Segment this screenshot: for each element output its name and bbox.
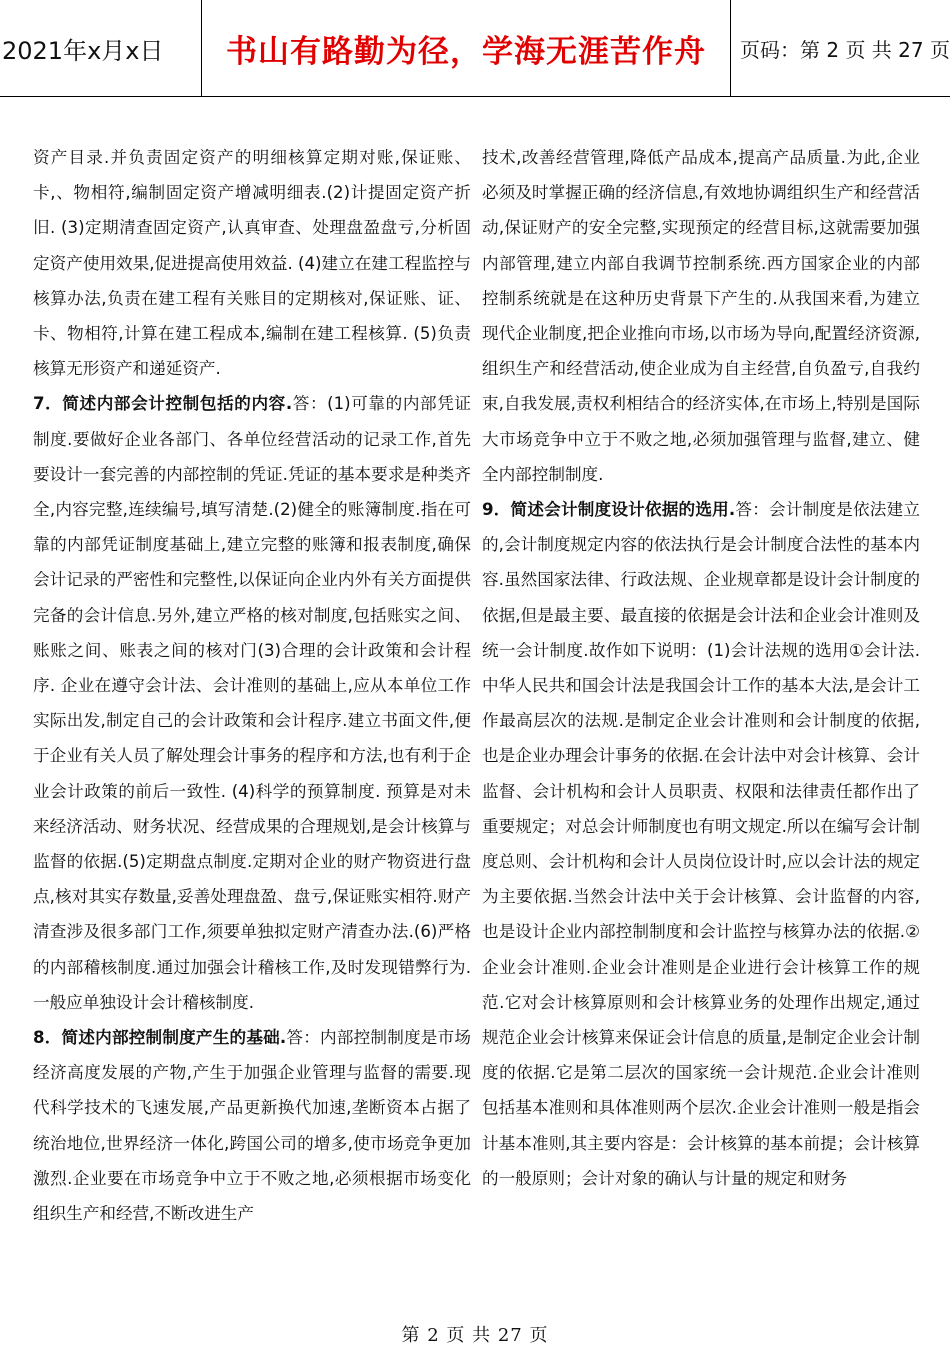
question-9	[482, 492, 920, 1196]
question-7-title: 7．简述内部会计控制包括的内容.	[33, 394, 293, 414]
paragraph-continuation: 技术,改善经营管理,降低产品成本,提高产品质量.为此,企业必须及时掌握正确的经济信息,有效地协调组织生产和经营活动,保证财产的安全完整,实现预定的经营目标,这就需要加强内部管理,建立内部自我调节控制系统.西方国家企业的内部控制系统就是在这种历史背景下产生的.从我国来看,为建立现代企业制度,把企业推向市场,以市场为导向,配置经济资源,组织生产和经营活动,使企业成为自主经营,自负盈亏,自我约束,自我发展,责权利相结合的经济实体,在市场上,特别是国际大市场竞争中立于不败之地,必须加强管理与监督,建立、健全内部控制制度.	[482, 148, 920, 484]
header-motto: 书山有路勤为径，学海无涯苦作舟	[201, 0, 731, 96]
header-page-info: 页码：第 2 页 共 27 页	[740, 37, 950, 62]
question-9-title: 9．简述会计制度设计依据的选用.	[482, 500, 736, 520]
header-date: 2021年x月x日	[2, 36, 164, 65]
page-header	[0, 0, 950, 97]
question-8-title: 8．简述内部控制制度产生的基础.	[33, 1028, 287, 1048]
paragraph-assets: 资产目录.并负责固定资产的明细核算定期对账,保证账、卡,、物相符,编制固定资产增减明细表.(2)计提固定资产折旧. (3)定期清查固定资产,认真审查、处理盘盈盘亏,分析固定资产使用效果,促进提高使用效益. (4)建立在建工程监控与核算办法,负责在建工程有关账目的定期核对,保证账、证、卡、物相符,计算在建工程成本,编制在建工程核算. (5)负责核算无形资产和递延资产.	[33, 148, 471, 379]
question-8	[33, 1020, 471, 1231]
left-column	[33, 140, 471, 1231]
page-footer: 第 2 页 共 27 页	[401, 1325, 549, 1346]
question-9-answer: 答：会计制度是依法建立的,会计制度规定内容的依法执行是会计制度合法性的基本内容.虽然国家法律、行政法规、企业规章都是设计会计制度的依据,但是最主要、最直接的依据是会计法和企业会计准则及统一会计制度.故作如下说明：(1)会计法规的选用①会计法.中华人民共和国会计法是我国会计工作的基本大法,是会计工作最高层次的法规.是制定企业会计准则和会计制度的依据,也是企业办理会计事务的依据.在会计法中对会计核算、会计监督、会计机构和会计人员职责、权限和法律责任都作出了重要规定；对总会计师制度也有明文规定.所以在编写会计制度总则、会计机构和会计人员岗位设计时,应以会计法的规定为主要依据.当然会计法中关于会计核算、会计监督的内容,也是设计企业内部控制制度和会计监控与核算办法的依据.② 企业会计准则.企业会计准则是企业进行会计核算工作的规范.它对会计核算原则和会计核算业务的处理作出规定,通过规范企业会计核算来保证会计信息的质量,是制定企业会计制度的依据.它是第二层次的国家统一会计规范.企业会计准则包括基本准则和具体准则两个层次.企业会计准则一般是指会计基本准则,其主要内容是：会计核算的基本前提；会计核算的一般原则；会计对象的确认与计量的规定和财务	[482, 500, 920, 1188]
question-7-answer: 答：(1)可靠的内部凭证制度.要做好企业各部门、各单位经营活动的记录工作,首先要设计一套完善的内部控制的凭证.凭证的基本要求是种类齐全,内容完整,连续编号,填写清楚.(2)健全的账簿制度.指在可靠的内部凭证制度基础上,建立完整的账簿和报表制度,确保会计记录的严密性和完整性,以保证向企业内外有关方面提供完备的会计信息.另外,建立严格的核对制度,包括账实之间、账账之间、账表之间的核对门(3)合理的会计政策和会计程序. 企业在遵守会计法、会计准则的基础上,应从本单位工作实际出发,制定自己的会计政策和会计程序.建立书面文件,便于企业有关人员了解处理会计事务的程序和方法,也有利于企业会计政策的前后一致性. (4)科学的预算制度. 预算是对未来经济活动、财务状况、经营成果的合理规划,是会计核算与监督的依据.(5)定期盘点制度.定期对企业的财产物资进行盘点,核对其实存数量,妥善处理盘盈、盘亏,保证账实相符.财产清查涉及很多部门工作,须要单独拟定财产清查办法.(6)严格的内部稽核制度.通过加强会计稽核工作,及时发现错弊行为.一般应单独设计会计稽核制度.	[33, 394, 471, 1012]
question-8-answer: 答：内部控制制度是市场经济高度发展的产物,产生于加强企业管理与监督的需要.现代科学技术的飞速发展,产品更新换代加速,垄断资本占据了统治地位,世界经济一体化,跨国公司的增多,使市场竞争更加激烈.企业要在市场竞争中立于不败之地,必须根据市场变化组织生产和经营,不断改进生产	[33, 1028, 471, 1224]
right-column	[482, 140, 920, 1196]
question-7	[33, 386, 471, 1020]
